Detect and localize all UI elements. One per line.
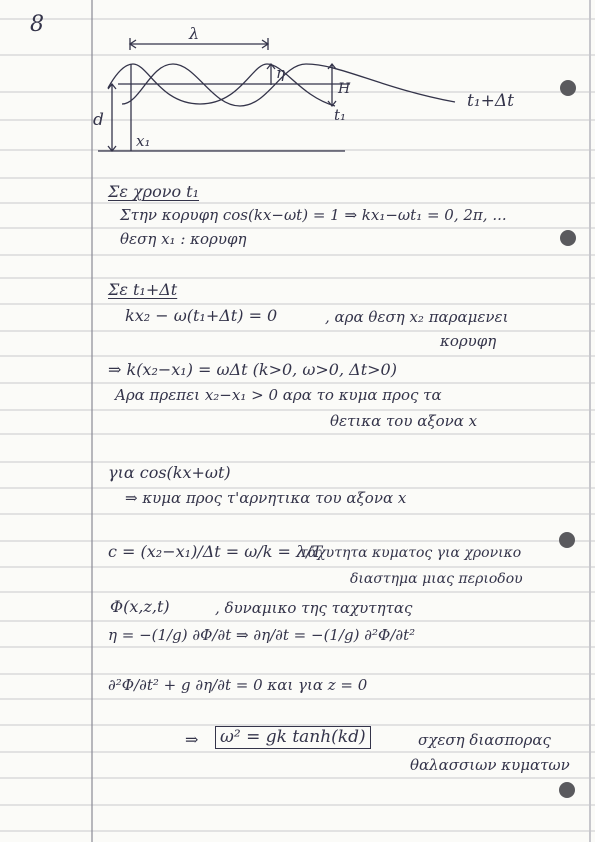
note-line-5: kx₂ − ω(t₁+Δt) = 0 [125, 306, 278, 325]
note-line-12: c = (x₂−x₁)/Δt = ω/k = λ/T [108, 542, 323, 561]
note-line-17b: σχεση διασπορας [418, 731, 551, 749]
note-line-1: Σε χρονο t₁ [108, 182, 200, 201]
note-line-7: ⇒ k(x₂−x₁) = ωΔt (k>0, ω>0, Δt>0) [108, 360, 397, 379]
t1-dt-label: t₁+Δt [467, 91, 514, 111]
note-line-12b: ταχυτητα κυματος για χρονικο [300, 545, 522, 561]
note-line-5b: , αρα θεση x₂ παραμενει [325, 308, 509, 326]
page-number: 8 [30, 12, 44, 37]
note-line-6: κορυφη [440, 332, 497, 350]
note-line-2: Στην κορυφη cos(kx−ωt) = 1 ⇒ kx₁−ωt₁ = 0, 2π, ... [120, 206, 507, 224]
note-line-3: θεση x₁ : κορυφη [120, 230, 247, 248]
note-line-17-arrow: ⇒ [185, 730, 199, 749]
eta-label: η [276, 64, 285, 82]
note-line-9: θετικα του αξονα x [330, 412, 478, 430]
lambda-label: λ [189, 24, 200, 43]
binder-holes [559, 80, 576, 798]
note-line-4: Σε t₁+Δt [108, 280, 178, 299]
x1-label: x₁ [136, 132, 151, 150]
note-line-8: Αρα πρεπει x₂−x₁ > 0 αρα το κυμα προς τα [115, 386, 442, 404]
dispersion-relation-box: ω² = gk tanh(kd) [215, 726, 371, 749]
wave-t1-dt [122, 64, 455, 106]
note-line-11: ⇒ κυμα προς τ'αρνητικα του αξονα x [125, 489, 407, 507]
note-line-18: θαλασσιων κυματων [410, 756, 570, 774]
note-line-10: για cos(kx+ωt) [108, 463, 231, 482]
note-line-14b: , δυναμικο της ταχυτητας [215, 599, 413, 617]
H-label: H [338, 81, 351, 97]
t1-label: t₁ [334, 106, 347, 124]
note-line-16: ∂²Φ/∂t² + g ∂η/∂t = 0 και για z = 0 [108, 676, 368, 694]
note-line-14: Φ(x,z,t) [110, 597, 170, 616]
d-label: d [93, 110, 104, 130]
note-line-15: η = −(1/g) ∂Φ/∂t ⇒ ∂η/∂t = −(1/g) ∂²Φ/∂t² [108, 626, 416, 644]
note-line-13: διαστημα μιας περιοδου [350, 571, 523, 587]
wave-diagram [0, 0, 595, 160]
